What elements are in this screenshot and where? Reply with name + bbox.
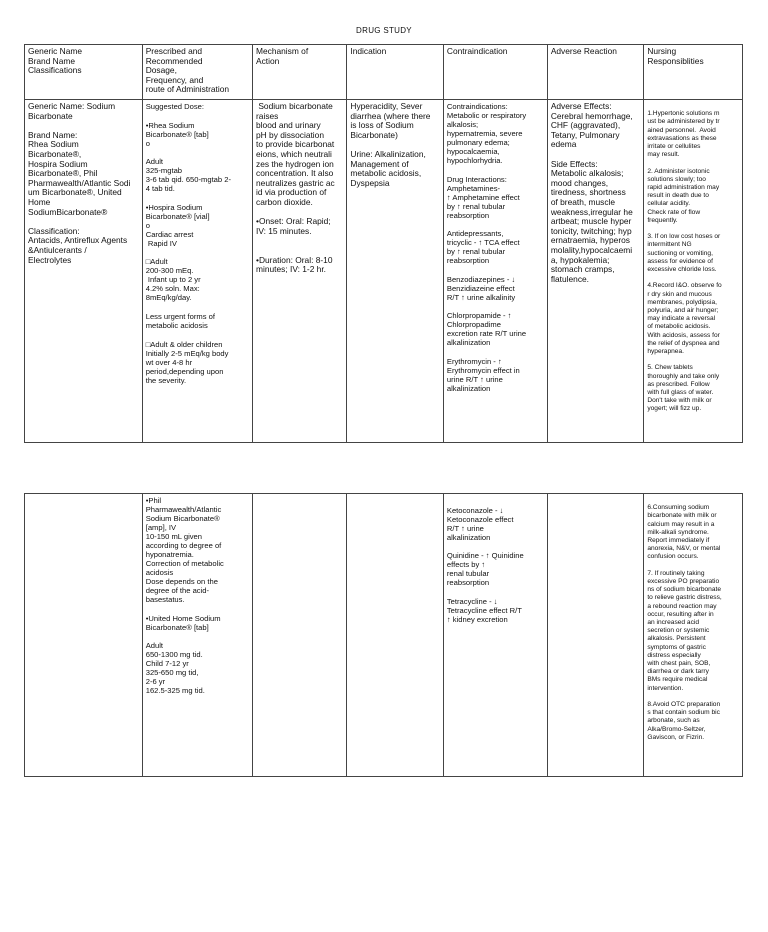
cell-text-line: as prescribed. Follow: [647, 380, 710, 388]
cell-mechanism: [253, 494, 347, 777]
cell-text-line: id via production of: [256, 187, 327, 198]
cell-text-line: [647, 562, 739, 570]
cell-text-line: carbon dioxide.: [256, 196, 313, 207]
cell-text-line: neutralizes gastric ac: [256, 177, 335, 188]
cell-dosage: [142, 100, 252, 443]
cell-text-line: a rebound reaction may: [647, 602, 717, 610]
cell-text-line: excretion rate R/T urine: [446, 329, 527, 339]
cell-text-line: hypernatremia, severe: [446, 129, 523, 138]
cell-text-line: intervention.: [647, 684, 684, 692]
cell-text-line: Classification:: [28, 225, 80, 236]
cell-text-line: Antacids, Antireflux Agents: [28, 235, 128, 246]
cell-text-line: 200-300 mEq.: [145, 266, 194, 276]
cell-text-line: ns of sodium bicarbonate: [647, 586, 721, 594]
cell-text-line: □Adult: [145, 257, 168, 267]
cell-text-line: •Hospira Sodium: [145, 202, 203, 212]
cell-text-line: Report immediately if: [647, 537, 710, 544]
cell-text-line: an increased acid: [647, 619, 699, 627]
cell-text-line: alkalinization: [446, 338, 491, 348]
cell-text-line: assess for evidence of: [647, 257, 713, 265]
cell-text-line: confusion occurs.: [647, 553, 699, 561]
cell-text-line: [647, 102, 739, 110]
cell-text-line: alkalinization: [446, 532, 491, 542]
cell-text-line: anorexia, N&V, or mental: [647, 545, 721, 553]
cell-text-line: Home: [28, 196, 51, 207]
cell-text-line: [146, 632, 249, 642]
cell-text-line: Benzidiazeine effect: [446, 283, 515, 293]
cell-text-line: Hyperacidity, Sever: [350, 101, 423, 111]
header-contraindication: [443, 45, 547, 100]
cell-text-line: Check rate of flow: [647, 208, 701, 216]
cell-text-line: metabolic acidosis: [145, 320, 208, 330]
cell-text-line: to relieve gastric distress,: [647, 594, 722, 602]
cell-text-line: Initially 2-5 mEq/kg body: [145, 348, 229, 358]
cell-text-line: IV: 15 minutes.: [256, 225, 312, 236]
cell-text-line: by ↑ renal tubular: [446, 247, 506, 257]
header-dosage: [142, 45, 252, 100]
cell-text-line: Rapid IV: [145, 238, 177, 248]
cell-text-line: [146, 302, 249, 312]
cell-text-line: [447, 542, 544, 552]
cell-text-line: tricyclic - ↑ TCA effect: [446, 238, 520, 248]
cell-text-line: Brand Name:: [28, 129, 78, 140]
cell-text-line: by ↑ renal tubular: [446, 201, 506, 211]
cell-text-line: irritate or cellulites: [647, 143, 701, 150]
cell-text-line: 162.5-325 mg tid.: [145, 686, 205, 696]
cell-text-line: alkalinization: [446, 383, 491, 393]
cell-text-line: suctioning or vomiting,: [647, 249, 713, 257]
cell-text-line: diarrhea or dark tarry: [647, 668, 709, 676]
cell-text-line: excessive chloride loss.: [647, 266, 717, 274]
cell-text-line: a, hypokalemia;: [550, 254, 610, 265]
cell-text-line: [647, 274, 739, 282]
cell-text-line: Bicarbonate® [tab]: [145, 622, 209, 632]
cell-text-line: [146, 111, 249, 121]
cell-text-line: [447, 587, 544, 597]
cell-text-line: effects by ↑: [446, 560, 486, 570]
cell-text-line: Responsiblities: [647, 55, 704, 66]
cell-text-line: Generic Name: [28, 46, 82, 56]
cell-text-line: SodiumBicarbonate®: [28, 206, 108, 217]
cell-text-line: solutions slowly; too: [647, 175, 706, 183]
cell-text-line: r dry skin and mucous: [647, 290, 712, 298]
cell-text-line: [146, 604, 249, 614]
cell-text-line: diarrhea (where there: [350, 110, 431, 121]
cell-text-line: ↑ Amphetamine effect: [446, 192, 520, 202]
cell-text-line: □Adult & older children: [145, 339, 223, 349]
cell-text-line: Child 7-12 yr: [145, 659, 189, 669]
cell-text-line: 5. Chew tablets: [647, 364, 693, 372]
cell-text-line: Brand Name: [28, 55, 76, 66]
cell-text-line: Bicarbonate): [350, 129, 398, 140]
cell-text-line: calcium may result in a: [647, 520, 715, 528]
cell-text-line: um Bicarbonate®, United: [28, 187, 122, 198]
cell-text-line: hypocalcaemia,: [446, 147, 500, 156]
cell-text-line: 8mEq/kg/day.: [145, 293, 192, 303]
cell-text-line: Adverse Reaction: [550, 46, 617, 56]
cell-text-line: Contraindications:: [446, 102, 508, 111]
cell-text-line: milk-alkali syndrome.: [647, 528, 709, 536]
cell-text-line: Don't take with milk or: [647, 397, 712, 405]
cell-text-line: zes the hydrogen ion: [256, 158, 334, 169]
cell-text-line: occur, resulting after in: [647, 610, 714, 618]
cell-text-line: Suggested Dose:: [145, 102, 204, 111]
cell-text-line: 4.Record I&O. observe fo: [647, 282, 722, 290]
cell-text-line: tonicity, twitching; hyp: [550, 225, 632, 236]
cell-text-line: [447, 165, 544, 175]
table-row: [25, 494, 743, 777]
cell-text-line: reabsorption: [446, 256, 490, 266]
cell-text-line: Side Effects:: [550, 158, 598, 169]
cell-text-line: of breath, muscle: [550, 196, 616, 207]
cell-text-line: ained personnel. Avoid: [647, 126, 716, 134]
cell-text-line: 325-mgtab: [145, 166, 183, 176]
cell-text-line: Gaviscon, or Fizrin.: [647, 733, 705, 741]
cell-text-line: renal tubular: [446, 569, 490, 579]
cell-text-line: yogert; will fizz up.: [647, 405, 702, 413]
header-generic-name: [25, 45, 143, 100]
cell-text-line: stomach cramps,: [550, 264, 615, 275]
cell-text-line: [146, 193, 249, 203]
cell-text-line: mood changes,: [550, 177, 609, 188]
cell-text-line: Bicarbonate: [28, 110, 73, 121]
cell-text-line: period,depending upon: [145, 366, 224, 376]
cell-text-line: Electrolytes: [28, 254, 72, 265]
cell-text-line: intermittent NG: [647, 241, 692, 249]
cell-text-line: Nursing: [647, 46, 677, 56]
cell-text-line: Tetany, Pulmonary: [550, 129, 620, 140]
cell-text-line: Urine: Alkalinization,: [350, 148, 426, 159]
cell-text-line: Amphetamines-: [446, 183, 501, 193]
cell-text-line: membranes, polydipsia,: [647, 298, 717, 306]
cell-text-line: Infant up to 2 yr: [145, 275, 201, 285]
cell-text-line: metabolic acidosis,: [350, 168, 422, 179]
cell-text-line: Indication: [350, 46, 387, 56]
cell-text-line: 3. If on low cost hoses or: [647, 233, 721, 241]
cell-text-line: 650-1300 mg tid.: [145, 650, 203, 660]
cell-text-line: wt over 4-8 hr: [145, 357, 193, 367]
cell-text-line: •United Home Sodium: [145, 613, 221, 623]
cell-text-line: Generic Name: Sodium: [28, 101, 116, 111]
cell-text-line: frequently.: [647, 216, 678, 224]
cell-text-line: [647, 693, 739, 701]
cell-text-line: thoroughly and take only: [647, 372, 720, 380]
cell-text-line: Antidepressants,: [446, 229, 504, 239]
table-header-row: [25, 45, 743, 100]
cell-text-line: •Duration: Oral: 8-10: [256, 254, 333, 265]
cell-text-line: Metabolic alkalosis;: [550, 168, 624, 179]
cell-text-line: molality,hypocalcaemi: [550, 244, 633, 255]
cell-text-line: Prescribed and: [145, 46, 203, 56]
cell-text-line: R/T ↑ urine: [446, 523, 484, 533]
drug-study-table-page2: [24, 493, 743, 777]
cell-text-line: Frequency, and: [145, 74, 204, 85]
table-row: [25, 100, 743, 443]
header-adverse-reaction: [547, 45, 644, 100]
cell-text-line: eions, which neutrali: [256, 148, 332, 159]
cell-text-line: raises: [256, 110, 279, 121]
cell-text-line: urine R/T ↑ urine: [446, 374, 503, 384]
cell-text-line: [256, 236, 343, 246]
cell-text-line: [146, 248, 249, 258]
cell-text-line: Bicarbonate®, Phil: [28, 168, 98, 179]
cell-text-line: Quinidine - ↑ Quinidine: [446, 551, 524, 561]
cell-dosage: [142, 494, 252, 777]
document-title: DRUG STUDY: [356, 26, 412, 35]
cell-text-line: [647, 356, 739, 364]
cell-text-line: Contraindication: [446, 46, 508, 56]
cell-text-line: Chlorpropamide - ↑: [446, 311, 512, 321]
cell-text-line: Bicarbonate®,: [28, 148, 82, 159]
cell-text-line: distress especially: [647, 651, 701, 659]
cell-adverse-reaction: [547, 100, 644, 443]
cell-text-line: Chlorpropadime: [446, 320, 501, 330]
cell-contraindication: [443, 100, 547, 443]
cell-text-line: Adult: [145, 641, 164, 651]
cell-text-line: Mechanism of: [256, 46, 309, 56]
cell-text-line: [447, 347, 544, 357]
cell-text-line: may indicate a reversal: [647, 315, 716, 323]
cell-text-line: Dosage,: [145, 65, 177, 76]
cell-text-line: Dyspepsia: [350, 177, 390, 188]
header-mechanism: [253, 45, 347, 100]
cell-text-line: reabsorption: [446, 578, 490, 588]
cell-text-line: may result.: [647, 151, 680, 159]
cell-text-line: •Phil: [145, 496, 162, 505]
cell-text-line: result in death due to: [647, 192, 709, 200]
drug-study-table-page1: [24, 44, 743, 443]
cell-text-line: •Onset: Oral: Rapid;: [256, 216, 331, 227]
cell-text-line: the severity.: [145, 375, 187, 385]
cell-text-line: concentration. It also: [256, 168, 334, 179]
cell-text-line: Cerebral hemorrhage,: [550, 110, 633, 121]
cell-text-line: edema: [550, 139, 577, 150]
cell-text-line: 4 tab tid.: [145, 184, 175, 194]
cell-text-line: Adult: [145, 157, 164, 167]
cell-text-line: bicarbonate with milk or: [647, 512, 717, 520]
cell-text-line: Less urgent forms of: [145, 311, 215, 321]
cell-text-line: Action: [256, 55, 280, 66]
cell-text-line: 4.2% soln. Max:: [145, 284, 200, 294]
cell-text-line: tiredness, shortness: [550, 187, 626, 198]
cell-text-line: [447, 496, 544, 506]
cell-text-line: Pharmawealth/Atlantic: [145, 505, 222, 514]
cell-text-line: [647, 159, 739, 167]
cell-text-line: Sodium Bicarbonate®: [145, 514, 220, 523]
cell-text-line: weakness,irregular he: [550, 206, 633, 217]
cell-text-line: Erythromycin effect in: [446, 365, 520, 375]
cell-text-line: ↑ kidney excretion: [446, 614, 508, 624]
cell-text-line: with chest pain, SOB,: [647, 660, 711, 668]
cell-text-line: pH by dissociation: [256, 129, 324, 140]
cell-text-line: [146, 330, 249, 340]
cell-text-line: artbeat; muscle hyper: [550, 216, 632, 227]
cell-text-line: is loss of Sodium: [350, 120, 414, 131]
cell-text-line: Cardiac arrest: [145, 229, 194, 239]
cell-contraindication: [443, 494, 547, 777]
cell-text-line: Rhea Sodium: [28, 139, 79, 150]
cell-text-line: rapid administration may: [647, 184, 720, 191]
cell-text-line: alkalosis. Persistent: [647, 635, 706, 643]
cell-text-line: Erythromycin - ↑: [446, 356, 502, 366]
header-nursing: [644, 45, 743, 100]
cell-text-line: Dose depends on the: [145, 577, 218, 586]
cell-text-line: Classifications: [28, 65, 82, 76]
cell-text-line: minutes; IV: 1-2 hr.: [256, 264, 326, 275]
cell-text-line: 8.Avoid OTC preparation: [647, 701, 721, 709]
cell-text-line: 10-150 mL given: [145, 532, 203, 541]
cell-text-line: [447, 302, 544, 312]
cell-text-line: polyuria, and air hunger;: [647, 307, 719, 315]
cell-text-line: &Antiulcerants /: [28, 244, 87, 255]
cell-text-line: [447, 265, 544, 275]
cell-text-line: ust be administered by tr: [647, 118, 720, 126]
cell-text-line: Hospira Sodium: [28, 158, 88, 169]
cell-text-line: extravasations as these: [647, 134, 717, 142]
cell-generic-name: [25, 100, 143, 443]
cell-text-line: hyponatremia.: [145, 550, 194, 559]
cell-text-line: degree of the acid-: [145, 586, 210, 595]
cell-text-line: hypochlorhydria.: [446, 156, 503, 165]
header-indication: [347, 45, 444, 100]
cell-text-line: according to degree of: [145, 541, 222, 550]
cell-text-line: o: [145, 138, 150, 148]
cell-text-line: Sodium bicarbonate: [256, 101, 333, 111]
cell-indication: [347, 100, 444, 443]
cell-text-line: blood and urinary: [256, 120, 321, 131]
cell-text-line: with full glass of water.: [647, 389, 714, 397]
cell-text-line: With acidosis, assess for: [647, 331, 720, 339]
cell-text-line: 1.Hypertonic solutions m: [647, 110, 720, 118]
cell-text-line: 2-6 yr: [145, 677, 166, 687]
cell-adverse-reaction: [547, 494, 644, 777]
cell-text-line: 325-650 mg tid,: [145, 668, 199, 678]
cell-text-line: [647, 496, 739, 504]
cell-text-line: 6.Consuming sodium: [647, 504, 710, 512]
cell-text-line: flatulence.: [550, 273, 589, 284]
cell-text-line: ernatraemia, hyperos: [550, 235, 630, 246]
cell-text-line: Management of: [350, 158, 409, 169]
cell-text-line: Bicarbonate® [tab]: [145, 129, 209, 139]
cell-text-line: 7. If routinely taking: [647, 569, 705, 577]
cell-text-line: symptoms of gastric: [647, 643, 706, 651]
cell-text-line: pulmonary edema;: [446, 138, 510, 147]
cell-text-line: Bicarbonate® [vial]: [145, 211, 210, 221]
cell-text-line: basestatus.: [145, 595, 185, 604]
cell-generic-name: [25, 494, 143, 777]
cell-text-line: 3-6 tab qid. 650-mgtab 2-: [145, 175, 231, 185]
cell-nursing: [644, 494, 743, 777]
cell-text-line: excessive PO preparatio: [647, 578, 720, 585]
cell-text-line: to provide bicarbonat: [256, 139, 335, 150]
cell-text-line: Benzodiazepines - ↓: [446, 274, 516, 284]
cell-text-line: CHF (aggravated),: [550, 120, 621, 131]
cell-text-line: Pharmawealth/Atlantic Sodi: [28, 177, 131, 188]
cell-text-line: acidosis: [145, 568, 174, 577]
cell-text-line: 2. Administer isotonic: [647, 167, 710, 175]
cell-text-line: [amp], IV: [145, 523, 177, 532]
cell-text-line: Ketoconazole effect: [446, 514, 514, 524]
cell-text-line: Recommended: [145, 55, 203, 66]
cell-mechanism: [253, 100, 347, 443]
cell-text-line: R/T ↑ urine alkalinity: [446, 292, 516, 302]
cell-text-line: [647, 225, 739, 233]
cell-text-line: Correction of metabolic: [145, 559, 224, 568]
cell-text-line: Tetracycline - ↓: [446, 596, 498, 606]
cell-text-line: Ketoconazole - ↓: [446, 505, 504, 515]
cell-text-line: the relief of dyspnea and: [647, 339, 720, 347]
cell-text-line: [146, 148, 249, 158]
cell-text-line: Metabolic or respiratory: [446, 111, 527, 120]
cell-text-line: hyperapnea.: [647, 348, 684, 356]
cell-text-line: route of Administration: [145, 84, 230, 95]
cell-text-line: alkalosis;: [446, 120, 479, 129]
cell-text-line: •Rhea Sodium: [145, 120, 195, 130]
cell-text-line: arbonate, such as: [647, 717, 700, 725]
cell-text-line: o: [145, 220, 150, 230]
cell-text-line: Tetracycline effect R/T: [446, 605, 522, 615]
cell-text-line: s that contain sodium bic: [647, 709, 720, 717]
cell-text-line: Alka/Bromo-Seltzer,: [647, 725, 706, 733]
cell-text-line: reabsorption: [446, 210, 490, 220]
cell-text-line: Drug Interactions:: [446, 174, 507, 184]
cell-text-line: cellular acidity.: [647, 200, 691, 208]
cell-text-line: secretion or systemic: [647, 627, 710, 635]
cell-text-line: [447, 220, 544, 230]
cell-nursing: [644, 100, 743, 443]
cell-text-line: Adverse Effects:: [550, 101, 612, 111]
cell-text-line: of metabolic acidosis.: [647, 323, 711, 331]
cell-indication: [347, 494, 444, 777]
cell-text-line: BMs require medical: [647, 676, 708, 684]
